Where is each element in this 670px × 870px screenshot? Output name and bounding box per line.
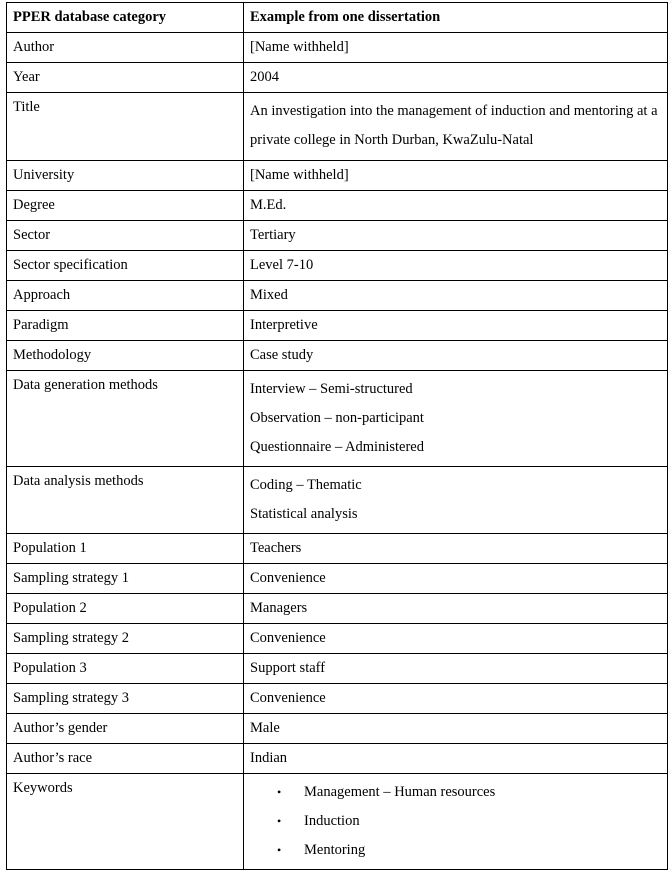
row-category: Sampling strategy 3 bbox=[7, 684, 244, 714]
row-category: Data analysis methods bbox=[7, 467, 244, 534]
table-row bbox=[7, 371, 668, 467]
bullet-icon: • bbox=[277, 843, 282, 857]
table-row bbox=[7, 251, 668, 281]
row-value: Case study bbox=[244, 341, 668, 371]
table-row bbox=[7, 684, 668, 714]
row-category: Data generation methods bbox=[7, 371, 244, 467]
row-category: Methodology bbox=[7, 341, 244, 371]
row-value: 2004 bbox=[244, 63, 668, 93]
keyword-item bbox=[250, 836, 661, 865]
row-value: Indian bbox=[244, 744, 668, 774]
row-category: Keywords bbox=[7, 774, 244, 870]
table-row bbox=[7, 281, 668, 311]
row-category: Sampling strategy 2 bbox=[7, 624, 244, 654]
row-value: Mixed bbox=[244, 281, 668, 311]
table-row bbox=[7, 221, 668, 251]
table-row bbox=[7, 161, 668, 191]
row-value: [Name withheld] bbox=[244, 161, 668, 191]
row-value: Support staff bbox=[244, 654, 668, 684]
value-line: Observation – non-participant bbox=[250, 410, 424, 426]
value-line: Questionnaire – Administered bbox=[250, 439, 424, 455]
keyword-text: Induction bbox=[304, 813, 360, 829]
table-row bbox=[7, 624, 668, 654]
row-value: Tertiary bbox=[244, 221, 668, 251]
row-category: Sector specification bbox=[7, 251, 244, 281]
row-value: Convenience bbox=[244, 624, 668, 654]
row-value: M.Ed. bbox=[244, 191, 668, 221]
table-row bbox=[7, 714, 668, 744]
row-category: Degree bbox=[7, 191, 244, 221]
table-row bbox=[7, 341, 668, 371]
row-value: Male bbox=[244, 714, 668, 744]
value-line: Statistical analysis bbox=[250, 506, 358, 522]
keywords-list bbox=[250, 778, 661, 865]
header-example: Example from one dissertation bbox=[244, 3, 668, 33]
table-row bbox=[7, 594, 668, 624]
table-row bbox=[7, 654, 668, 684]
table-row bbox=[7, 744, 668, 774]
table-row bbox=[7, 93, 668, 161]
row-category: Author’s gender bbox=[7, 714, 244, 744]
header-category: PPER database category bbox=[7, 3, 244, 33]
table-row bbox=[7, 564, 668, 594]
table-row bbox=[7, 774, 668, 870]
row-category: Author bbox=[7, 33, 244, 63]
row-value: Convenience bbox=[244, 684, 668, 714]
dissertation-example-table bbox=[6, 2, 668, 870]
table-row bbox=[7, 311, 668, 341]
row-value: Level 7-10 bbox=[244, 251, 668, 281]
value-line: Coding – Thematic bbox=[250, 477, 362, 493]
row-value-title: An investigation into the management of induction and mentoring at a private college in North Durban, KwaZulu-Natal bbox=[244, 93, 668, 161]
row-category: Sampling strategy 1 bbox=[7, 564, 244, 594]
row-category: Population 2 bbox=[7, 594, 244, 624]
row-value-list bbox=[244, 467, 668, 534]
row-category: Year bbox=[7, 63, 244, 93]
row-value: Convenience bbox=[244, 564, 668, 594]
row-category: Title bbox=[7, 93, 244, 161]
bullet-icon: • bbox=[277, 785, 282, 799]
row-value: Teachers bbox=[244, 534, 668, 564]
table-row bbox=[7, 191, 668, 221]
table-row bbox=[7, 63, 668, 93]
row-category: Population 1 bbox=[7, 534, 244, 564]
bullet-icon: • bbox=[277, 814, 282, 828]
row-category: Population 3 bbox=[7, 654, 244, 684]
keywords-cell bbox=[244, 774, 668, 870]
value-line: Interview – Semi-structured bbox=[250, 381, 413, 397]
keyword-text: Management – Human resources bbox=[304, 784, 496, 800]
keyword-text: Mentoring bbox=[304, 842, 366, 858]
row-category: Sector bbox=[7, 221, 244, 251]
table-row bbox=[7, 534, 668, 564]
table-header-row bbox=[7, 3, 668, 33]
keyword-item bbox=[250, 807, 661, 836]
row-category: Approach bbox=[7, 281, 244, 311]
row-value-list bbox=[244, 371, 668, 467]
row-value: Managers bbox=[244, 594, 668, 624]
keyword-item bbox=[250, 778, 661, 807]
row-value: [Name withheld] bbox=[244, 33, 668, 63]
row-category: Paradigm bbox=[7, 311, 244, 341]
row-category: University bbox=[7, 161, 244, 191]
table-row bbox=[7, 467, 668, 534]
row-category: Author’s race bbox=[7, 744, 244, 774]
row-value: Interpretive bbox=[244, 311, 668, 341]
table-row bbox=[7, 33, 668, 63]
